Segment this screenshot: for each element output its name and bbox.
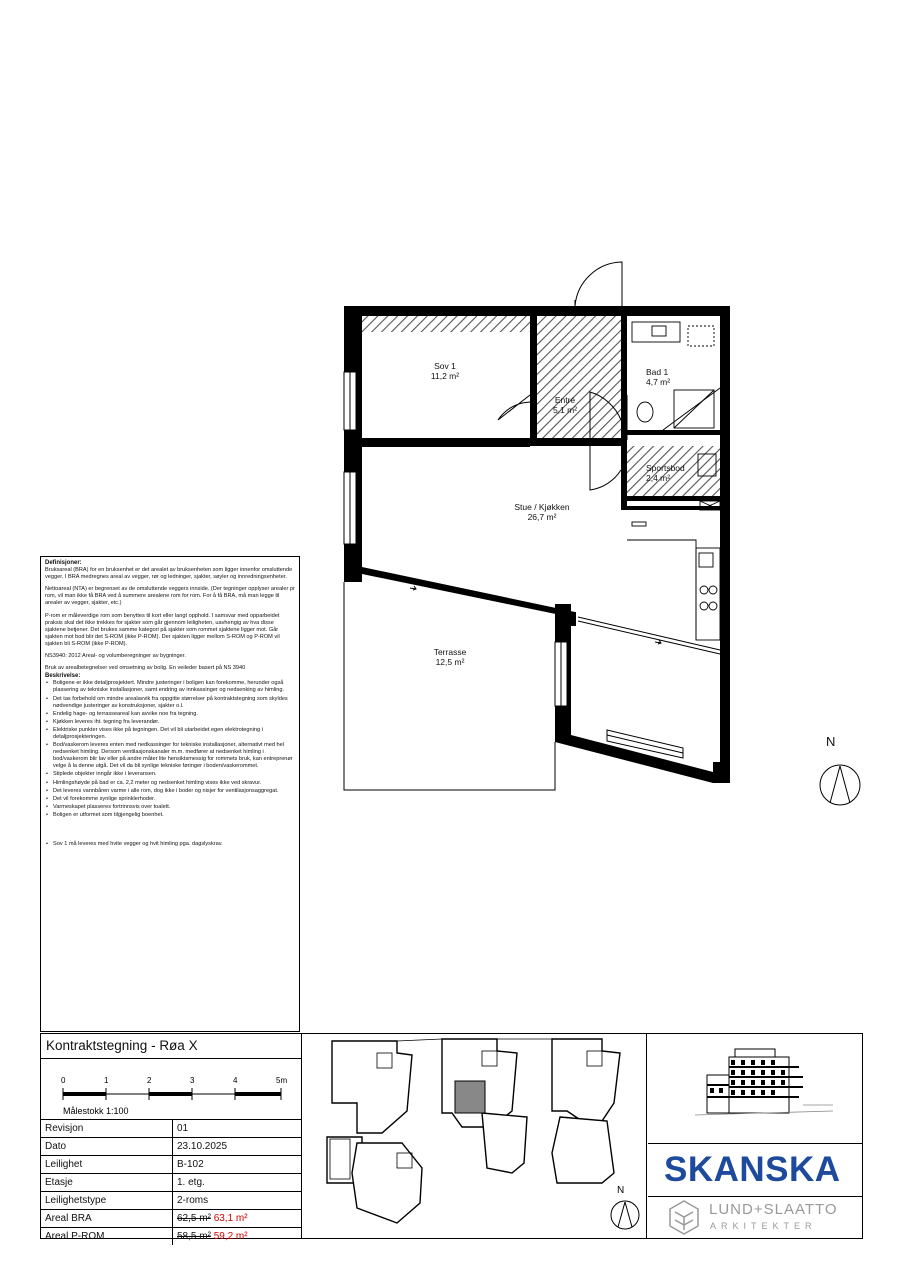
room-area: 4,7 m² — [646, 377, 671, 387]
scale-tick-label: 5m — [276, 1076, 288, 1085]
room-name: Stue / Kjøkken — [514, 502, 570, 512]
table-row: Etasje 1. etg. — [41, 1174, 301, 1192]
list-item: • Varmeskapet plasseres fortrinnsvis over toalett. — [53, 804, 295, 811]
list-item: • Det vil forekomme synlige sprinklerhoder. — [53, 796, 295, 803]
note-item: • Sov 1 må leveres med hvite vegger og hvit himling pga. dagslyskrav. — [53, 841, 295, 848]
scale-bar — [41, 1060, 301, 1118]
key-plan — [302, 1033, 647, 1239]
table-row: Dato 23.10.2025 — [41, 1138, 301, 1156]
room-area: 5,1 m² — [552, 405, 578, 415]
old-area: 62,5 m² — [177, 1213, 211, 1224]
list-item: • Kjøkken leveres iht. tegning fra leverandør. — [53, 719, 295, 726]
new-area: 63,1 m² — [213, 1213, 248, 1224]
note-list — [45, 841, 295, 848]
list-item: • Det leveres vannbåren varme i alle rom, dog ikke i boder og nisjer for ventilasjonsaggregat. — [53, 788, 295, 795]
table-row: Areal P-ROM 58,5 m² 59,2 m² — [41, 1228, 301, 1246]
scale-tick-label: 4 — [233, 1076, 238, 1085]
room-area: 11,2 m² — [430, 371, 460, 381]
description-heading: Beskrivelse: — [45, 673, 81, 680]
room-label-terrasse — [420, 647, 480, 667]
architect-name: LUND+SLAATTO — [709, 1201, 838, 1218]
scale-tick-label: 1 — [104, 1076, 109, 1085]
table-row: Leilighet B-102 — [41, 1156, 301, 1174]
definition-paragraph: Bruk av arealbetegnelser ved omsetning av bolig. En veileder basert på NS 3940 — [45, 665, 246, 672]
room-name: Bad 1 — [646, 367, 669, 377]
title-block — [40, 1033, 302, 1242]
skanska-logo: SKANSKA — [664, 1150, 841, 1189]
definition-paragraph: NS3940: 2012 Areal- og volumberegninger av bygninger. — [45, 653, 186, 660]
sov1-ceiling-hatch — [362, 315, 530, 332]
scale-tick-label: 0 — [61, 1076, 66, 1085]
table-row: Areal BRA 62,5 m² 63,1 m² — [41, 1210, 301, 1228]
list-item: • Endelig hage- og terrasseareal kan avvike noe fra tegning. — [53, 711, 295, 718]
lund-slaatto-logo-icon — [664, 1198, 704, 1238]
terrace-outline — [344, 582, 555, 790]
new-area: 59,2 m² — [213, 1231, 248, 1242]
list-item: • Det tas forbehold om mindre arealavvik fra oppgitte størrelser på kontraktstegning som skyldes nødvendige justeringer av konstruksjoner, sjakter o.l. — [53, 696, 295, 710]
north-arrow-plan — [820, 765, 860, 805]
list-item: • Boligene er ikke detaljprosjektert. Mindre justeringer i boligen kan forekomme, herunder også plassering av tekniske installasjoner, samt endring av innkassinger og nedsenking av himling. — [53, 680, 295, 694]
list-item: • Stiplede objekter inngår ikke i leveransen. — [53, 771, 295, 778]
drawing-title: Kontraktstegning - Røa X — [46, 1038, 198, 1053]
definition-paragraph: Bruksareal (BRA) for en bruksenhet er det arealet av bruksenheten som ligger innenfor omsluttende vegger. I BRA medregnes areal av vegger, rør og ledninger, sjakter, søyler og innredningsenheter. — [45, 567, 293, 581]
room-label-sportsbod — [646, 463, 706, 483]
definitions-heading: Definisjoner: — [45, 560, 82, 566]
entre-hatch — [537, 315, 621, 440]
room-name: Sov 1 — [434, 361, 456, 371]
project-info-table — [41, 1119, 301, 1245]
description-list — [45, 680, 295, 819]
room-name: Sportsbod — [646, 463, 685, 473]
room-area: 12,5 m² — [435, 657, 465, 667]
list-item: • Elektriske punkter vises ikke på tegningen. Det vil bli utarbeidet egen elektrotegning i detaljprosjekteringen. — [53, 727, 295, 741]
architect-subtitle: ARKITEKTER — [710, 1221, 817, 1231]
room-name: Entré — [554, 395, 576, 405]
room-label-bad1 — [646, 367, 690, 387]
list-item: • Himlingshøyde på bad er ca. 2,2 meter og nedsenket himling vises ikke ved skravur. — [53, 780, 295, 787]
room-area: 2,4 m² — [646, 473, 671, 483]
scale-label: Målestokk 1:100 — [63, 1106, 129, 1116]
list-item: • Boligen er utformet som tilgjengelig boenhet. — [53, 812, 295, 819]
list-item: • Bod/vaskerom leveres enten med nedkassinger for tekniske installasjoner, alternativt med hel nedsenket himling. Dersom ventilasjonskanaler m.m. medfører at nedsenket himling i bod/vaskerom blir lav eller på andre måter lite hensiktsmessig for rommets bruk, kan entreprenør velge å la denne utgå. Det vil da bli synlige tekniske føringer i boden/vaskerommet. — [53, 742, 295, 770]
table-row: Revisjon 01 — [41, 1120, 301, 1138]
old-area: 58,5 m² — [177, 1231, 211, 1242]
definitions-box — [40, 556, 300, 1032]
building-elevation-image — [695, 1045, 835, 1121]
windows — [344, 372, 683, 758]
room-name: Terrasse — [433, 647, 467, 657]
room-label-stue — [500, 502, 584, 522]
room-area: 26,7 m² — [527, 512, 557, 522]
table-row: Leilighetstype 2-roms — [41, 1192, 301, 1210]
north-label-plan: N — [826, 734, 836, 749]
scale-tick-label: 3 — [190, 1076, 195, 1085]
north-label-keyplan: N — [617, 1185, 625, 1196]
scale-tick-label: 2 — [147, 1076, 152, 1085]
room-label-sov1 — [415, 361, 475, 381]
room-label-entre — [545, 395, 585, 415]
definition-paragraph: P-rom er måleverdige rom som benyttes til kort eller langt opphold. I samsvar med opparbeidet praksis skal det ikke trekkes for sjakter som går gjennom leiligheten, uavhengig av hva disse sjaktene betjener. Det brukes samme kategori på sjakter som rommet sjaktene ligger mot. Går sjakten mot bod blir det S-ROM (ikke P-ROM). Der sjakten ligger mellom S-ROM og P-ROM vil sjakten bli S-ROM (ikke P-ROM). — [45, 612, 280, 647]
definition-paragraph: Nettoareal (NTA) er begrenset av de omsluttende veggers innside. (Der tegninger opplyser arealer pr rom, vil man ikke få BRA ved å summere arealene rom for rom. For å få BRA, må man legge til arealer av vegger, sjakter, etc.) — [45, 586, 295, 607]
